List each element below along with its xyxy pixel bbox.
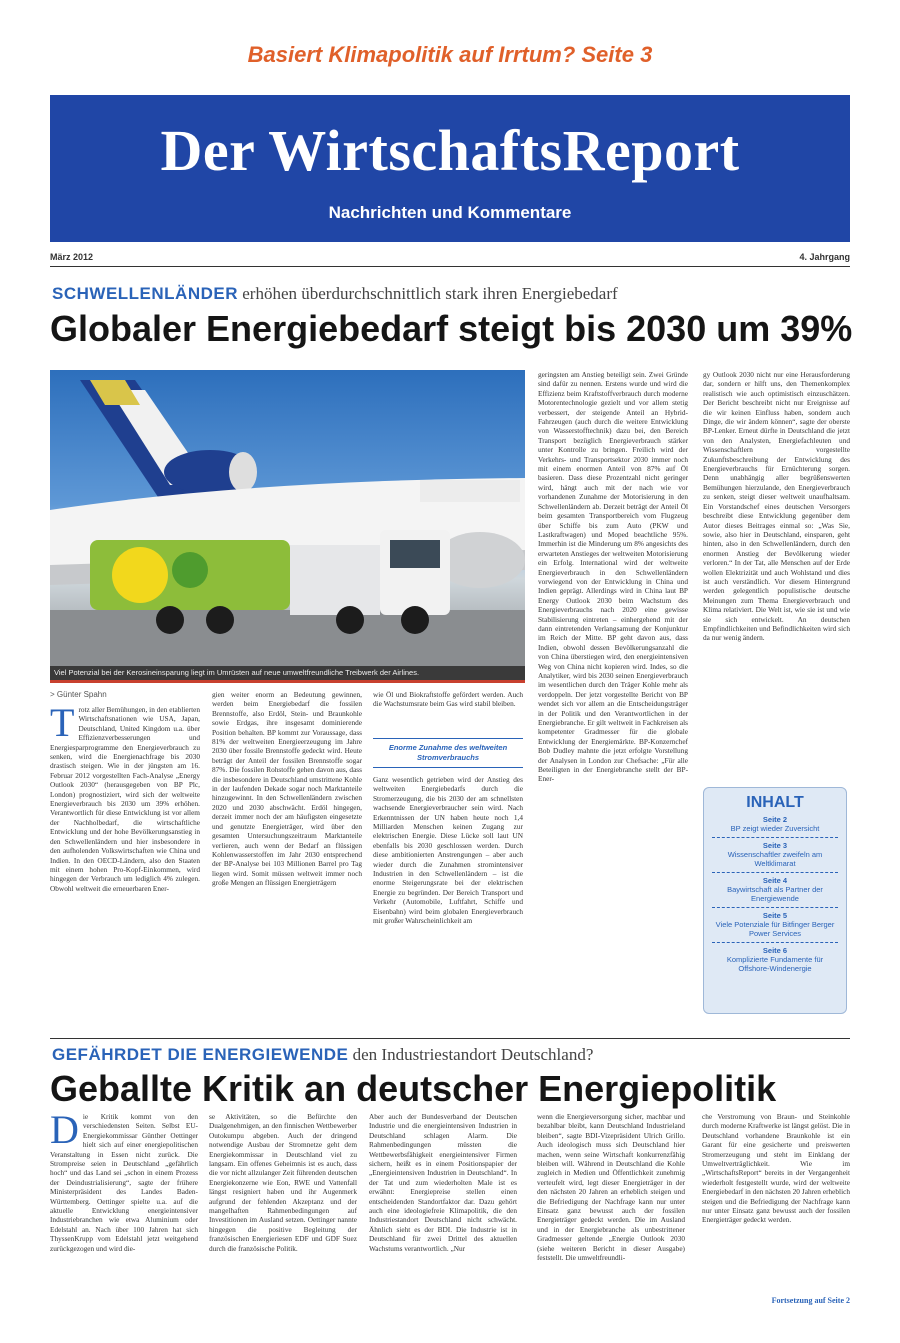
masthead [50, 95, 850, 242]
article1-headline[interactable]: Globaler Energiebedarf steigt bis 2030 um 39% [50, 308, 853, 349]
toc-text: BP zeigt wieder Zuversicht [730, 824, 820, 833]
article1-column-1 [50, 705, 200, 1030]
article1-column-3b [373, 775, 523, 1030]
toc-page: Seite 3 [762, 841, 788, 850]
table-of-contents-box [703, 787, 847, 1014]
toc-entry[interactable] [712, 873, 838, 908]
article2-col2-text: se Aktivitäten, so die Befürchte den Dualgenehmigen, an den finnischen Wettbewerber Outokumpu abgeben. Auch der dringend notwendige Ausbau der Stromnetze geht dem Energiekommissar in Deutschland viel zu langsam. Ein offenes Geheimnis ist es auch, dass die vor nicht allzulanger Zeit führenden deutschen Energiekonzerne wie Eon, RWE und Vattenfall längst resigniert haben und ihr Augenmerk aufgrund der fehlenden Akzeptanz und der mangelhaften Rahmenbedingungen auf Investitionen im Ausland setzen. Oettinger nannte hingegen die positive Begleitung der französischen Energieriesen EDF und GDF Suez durch die französische Politik. [209, 1112, 357, 1253]
newspaper-title: Der WirtschaftsReport [160, 118, 740, 183]
article1-column-4 [538, 370, 688, 1030]
article1-pullquote: Enorme Zunahme des weltweiten Stromverbrauchs [373, 738, 523, 768]
divider [50, 1038, 850, 1039]
article1-col4-text: geringsten am Anstieg beteiligt sein. Zwei Gründe sind dafür zu nennen. Erstens wurde und wird die Effizienz beim Kraftstoffverbrauch durch moderne Motorentechnologie gezielt und vor allem stetig verbessert, der steigende Anteil an Hybrid-Fahrzeugen (auch durch die weitere Entwicklung von Wasserstofftechnik) dazu bei, den Bereich Transport bezüglich Energieverbrauch stärker unter Kontrolle zu bringen. Freilich wird der Verkehrs- und Transportsektor 2030 immer noch mit einem enormen Anteil von 87% auf Öl basieren. Dass diese Prozentzahl nicht geringer wird, hängt auch mit der nach wie vor vorhandenen Zunahme der Motorisierung in den Schwellenländern ab. Derzeit beträgt der Anteil Öl beim gesamten Transportbereich vom Flugzeug über Schiffe bis zum Auto (PKW und Lastkraftwagen) und Moped beachtliche 95%. Immerhin ist die Minderung um 8% angesichts des erwarteten Anstieges der weltweiten Motorisierung ein Erfolg. International wird der weltweite Energieverbrauch in den Schwellenländern vorwiegend von der Entwicklung in China und Indien geprägt. Allerdings wird in China laut BP Energy Outlook 2030 beim Wachstum des Energieverbrauchs nach 2020 eine gewisse Stabilisierung eintreten – einhergehend mit der dann eintretenden Verlangsamung der Konjunktur im Reich der Mitte. BP geht davon aus, dass Indien, obwohl dessen Bevölkerungsanzahl die von China überstiegen wird, den energieintensiven Weg von China nicht kopieren wird. Indes, so die Analytiker, wird bis 2030 seinen Energieverbrauch im wesentlichen durch den Träger Kohle mehr als verdoppeln. Der jetzt vorgestellte Bericht von BP wendet sich vor allem an die Entscheidungsträger in der Politik und den Verantwortlichen in der Energiebranche. Er gilt weltweit in Fachkreisen als kompetenter Gradmesser für die globale Entwicklung der Energiemärkte. BP-Konzernchef Bob Dudley mahnte die jetzt erfolgte Vorstellung der Analysen in London zur Chefsache: „Für alle Beteiligten in der Energiebranche stellt der BP-Ener- [538, 370, 688, 784]
article1-column-5 [703, 370, 850, 775]
article2-kicker-keyword: GEFÄHRDET DIE ENERGIEWENDE [52, 1045, 349, 1064]
caption-accent-bar [50, 680, 525, 683]
article1-col3a-text: wie Öl und Biokraftstoffe gefördert werden. Auch die Wachstumsrate beim Gas wird stabil bleiben. [373, 690, 523, 709]
article1-kicker-text: erhöhen überdurchschnittlich stark ihren Energiebedarf [242, 284, 618, 303]
article1-byline: > Günter Spahn [50, 690, 107, 699]
photo-caption: Viel Potenzial bei der Kerosineinsparung liegt im Umrüsten auf neue umweltfreundliche Treibwerk der Airlines. [50, 666, 525, 680]
toc-page: Seite 4 [762, 876, 788, 885]
article2-kicker [52, 1045, 593, 1065]
article2-column-2 [209, 1112, 357, 1312]
toc-entry[interactable] [712, 812, 838, 838]
article1-kicker [52, 284, 618, 304]
article2-col3-text: Aber auch der Bundesverband der Deutschen Industrie und die energieintensiven Industrien in Deutschland schlagen Alarm. Die Rahmenbedingungen müssten die Wettbewerbsfähigkeit energieintensiver Firmen sichern, heißt es in einem Positionspapier der „Energieintensiven Industrien in Deutschland“. In der Tat und zum wiederholten Male ist es erwähnt: Energiepreise stellen einen entscheidenden Standortfaktor dar. Dazu gehört auch eine ideologiefreie Klimapolitik, die den Industriestandort Deutschland nicht schwächt. Ähnlich sieht es der BDI. Die Industrie ist in Deutschland für zwei Drittel des aktuellen Wachstums verantwortlich. „Nur [369, 1112, 517, 1253]
airplane-refuel-photo [50, 370, 525, 668]
toc-text: Baywirtschaft als Partner der Energiewende [727, 885, 823, 903]
article2-dropcap: D [50, 1112, 79, 1152]
divider [50, 266, 850, 267]
toc-page: Seite 6 [762, 946, 788, 955]
toc-page: Seite 5 [762, 911, 788, 920]
toc-entry[interactable] [712, 943, 838, 977]
article1-col3b-text: Ganz wesentlich getrieben wird der Anstieg des weltweiten Energiebedarfs durch die Stromerzeugung, die bis 2030 der am schnellsten wachsende Energieverbraucher sein wird. Nach Erkenntnissen der UN haben heute noch 1,4 Milliarden Menschen keinen Zugang zur elektrischen Energie. Diese Lücke soll laut UN ebenfalls bis 2030 geschlossen werden. Durch diese ambitionierten Anstrengungen – aber auch wieder durch die Zunahmen stromintensiver Industrien in den Schwellenländern – ist die enorme Steigerungsrate bei der elektrischen Energie zu begründen. Der Bereich Transport und Verkehr (Automobile, Luftfahrt, Schiffe und Eisenbahn) wird beim globalen Energieverbrauch mit großer Wahrscheinlichkeit am [373, 775, 523, 926]
article2-headline[interactable]: Geballte Kritik an deutscher Energiepolitik [50, 1068, 777, 1109]
article2-col5-text: che Verstromung von Braun- und Steinkohle durch moderne Kraftwerke ist längst gelöst. Die in Deutschland vorhandene Braunkohle ist ein Garant für eine gesicherte und preiswerten Stromerzeugung und steht im Einklang der Umweltverträglichkeit. Wie im „WirtschaftsReport“ bereits in der Vergangenheit wiederholt festgestellt wurde, wird der weltweite Energiebedarf in den nächsten 20 Jahren erheblich steigen und die Befriedigung der Nachfrage kann nur unter Einsatz ganz bewusst auch der fossilen Energieträger gedeckt werden. [702, 1112, 850, 1225]
continue-link[interactable]: Fortsetzung auf Seite 2 [771, 1296, 850, 1305]
newspaper-subtitle: Nachrichten und Kommentare [328, 203, 572, 222]
toc-text: Wissenschaftler zweifeln am Weltklimarat [727, 850, 823, 868]
toc-entry[interactable] [712, 908, 838, 943]
article1-photo [50, 370, 525, 668]
issue-volume: 4. Jahrgang [799, 252, 850, 262]
toc-text: Viele Potenziale für Bitfinger Berger Power Services [715, 920, 835, 938]
article2-column-4 [537, 1112, 685, 1312]
article1-col5-text: gy Outlook 2030 nicht nur eine Herausforderung dar, sondern er hilft uns, den Themenkomplex realistisch wie auch optimistisch einzuschätzen. Der Bericht beschreibt nicht nur Ereignisse auf die wir keinen Einfluss haben, sondern auch Dinge, die wir ändern können“, sagte der oberste BP-Lenker. Erneut dürfte in Deutschland die jetzt von den Analysten, Energiefachleuten und Wissenschaftlern vorgestellte Zukunftsbeschreibung der Entwicklung des Energieverbrauchs für Ernüchterung sorgen. Denn unabhängig aller begrüßenswerten Bemühungen hierzulande, den Energieverbrauch zu senken, steigt dieser weltweit unaufhaltsam. Ein Vorstandschef eines deutschen Versorgers beschreibt diese Entwicklung gegenüber dem Autor dieses Beitrages einmal so: „Was Sie, sowie, also hier in Deutschland, einsparen, geht hinten, also in den Schwellenländern, durch den enormen Anstieg der Bevölkerung wieder verloren.“ In der Tat, alle Menschen auf der Erde wollen Elektrizität und auch Wohlstand und dies ist auch verständlich. Vor diesem Hintergrund werden gelegentlich populistische deutsche Meinungen zum Thema Energieverbrauch und Klima relativiert. Die Welt ist, wie sie ist und wie sie sich entwickelt. An deutschen Empfindlichkeiten und Befindlichkeiten wird sich da nur wenig ändern. [703, 370, 850, 643]
toc-text: Komplizierte Fundamente für Offshore-Windenergie [726, 955, 824, 973]
article1-column-2 [212, 690, 362, 1030]
article2-col1-text: ie Kritik kommt von den verschiedensten Seiten. Selbst EU-Energiekommissar Günther Oettinger hielt sich auf einer energiepolitischen Veranstaltung in Essen nicht zurück. Die Strompreise seien in Deutschland „gefährlich hoch“ und das Land sei „schon in einem Prozess der Deindustrialisierung“, sagte der frühere Ministerpräsident des Landes Baden-Württemberg. Oettinger spielte u.a. auf die aktuelle Entwicklung energieintensiver Industriebranchen wie etwa Aluminium oder Edelstahl an. Nach über 100 Jahren hat sich ThyssenKrupp vom Edelstahl jetzt weitgehend zurückgezogen und wird die- [50, 1112, 198, 1253]
toc-entry[interactable] [712, 838, 838, 873]
article2-column-5 [702, 1112, 850, 1290]
article2-column-3 [369, 1112, 517, 1312]
article1-col1-text: rotz aller Bemühungen, in den etablierten Wirtschaftsnationen wie USA, Japan, Deutschland, United Kingdom u.a. über Effizienzverbesserungen und Energiesparprogramme den Energieverbrauch zu senken, wird die Energienachfrage bis 2030 drastisch steigen. Wie in der jüngsten am 16. Februar 2012 vorgestellten Fach-Analyse „Energy Outlook 2030“ (herausgegeben von BP Plc, London) prognostiziert, wird sich der weltweite Energieverbrauch bis 2030 um 39% erhöhen. Verantwortlich für diese Entwicklung ist vor allem der Nachholbedarf, die wirtschaftliche Entwicklung und der hohe Bevölkerungsanstieg in den Schwellenländern und hier insbesondere in den aufholenden Volkswirtschaften wie China und Indien. In den OECD-Ländern, also den Staaten mit einem hohen Pro-Kopf-Einkommen, wird hingegen der Verbrauch um lediglich 4% zulegen. Obwohl weltweit die erneuerbaren Ener- [50, 705, 200, 893]
article2-column-1 [50, 1112, 198, 1312]
article1-dropcap: T [50, 705, 75, 745]
issue-date: März 2012 [50, 252, 94, 262]
article2-col4-text: wenn die Energieversorgung sicher, machbar und bezahlbar bleibt, kann Deutschland Industrieland bleiben“, sagte BDI-Vizepräsident Ulrich Grillo. Auch ideologisch muss sich Deutschland hier machen, wenn seine Wirtschaft konkurrenzfähig bleiben will. Während in Deutschland die Kohle zugleich in Medien und Öffentlichkeit zunehmig verteufelt wird, legt dieser Energieträger in der den nächsten 20 Jahren an erheblich steigen und die Befriedigung der Nachfrage kann nur unter Einsatz ganz bewusst auch der fossilen Energieträger gedeckt werden. Die im Ausland und in der Energiebranche als unbestrittener Gradmesser geltende „Energie Outlook 2030 (siehe weiteren Bericht in dieser Ausgabe) feststellt. Die umweltfreundli- [537, 1112, 685, 1263]
dateline [50, 252, 850, 262]
teaser-headline[interactable]: Basiert Klimapolitik auf Irrtum? Seite 3 [247, 42, 653, 67]
article1-kicker-keyword: SCHWELLENLÄNDER [52, 284, 238, 303]
article1-col2-text: gien weiter enorm an Bedeutung gewinnen, werden beim Energiebedarf die fossilen Brennstoffe, also Erdöl, Stein- und Braunkohle sowie Erdgas, ihre insgesamt dominierende Position behalten. BP kommt zur Voraussage, dass 81% der weltweiten Energieerzeugung im Jahre 2030 über fossile Brennstoffe gedeckt wird. Heute beträgt der Anteil der fossilen Brennstoffe sogar 87%. Die fossilen Rohstoffe gehen davon aus, dass die insbesondere in Deutschland umstrittene Kohle in der laufenden Dekade sogar noch Marktanteile hinzugewinnt. In den Schwellenländern zwischen 2020 und 2030 abschwächt. Erdöl hingegen, derzeit immer noch der am häufigsten eingesetzte und genutzte Energieträger, wird über den gesamten Untersuchungszeitraum Marktanteile verlieren, auch wenn der Bedarf an flüssigen Kohlenwasserstoffen im Jahr 2030 entsprechend der BP-Analyse bei 103 Millionen Barrel pro Tag liegen wird. Somit müssen weltweit immer noch große Mengen an flüssigen Energieträgern [212, 690, 362, 888]
toc-title: INHALT [746, 794, 804, 811]
toc-page: Seite 2 [762, 815, 788, 824]
article1-column-3a [373, 690, 523, 730]
article2-kicker-text: den Industriestandort Deutschland? [352, 1045, 594, 1064]
